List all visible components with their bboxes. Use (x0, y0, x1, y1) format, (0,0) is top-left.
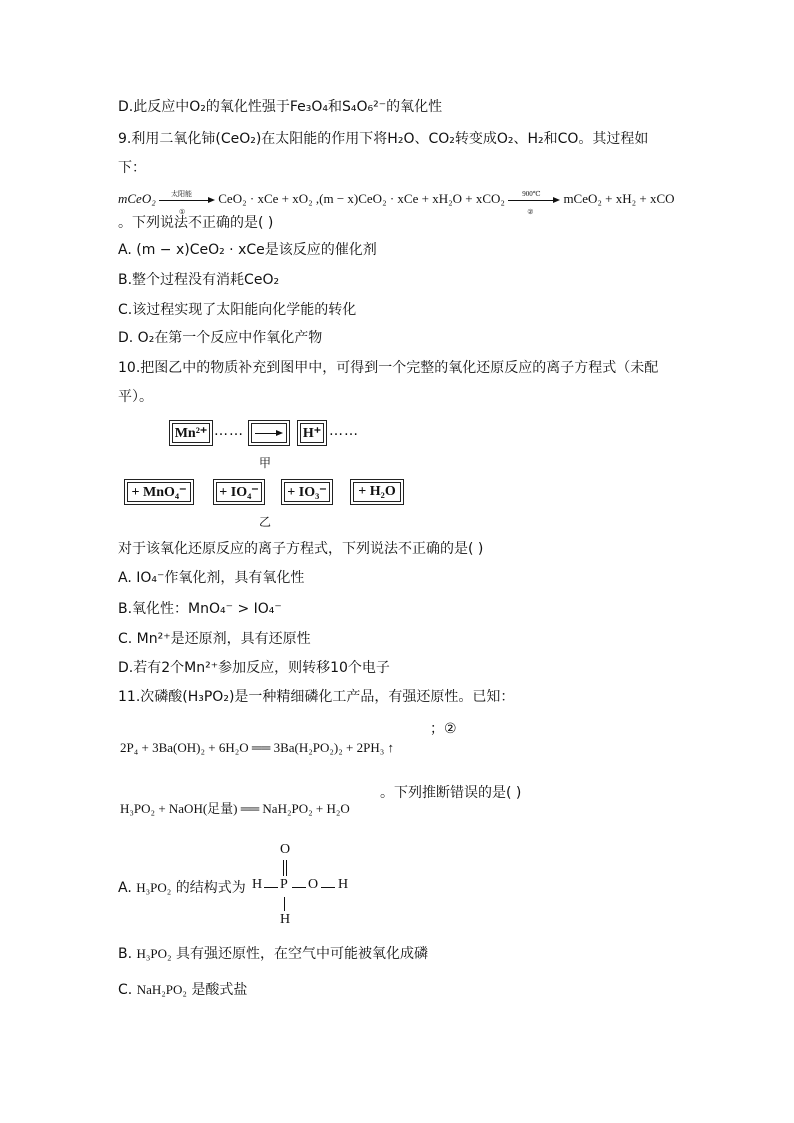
q10-stem-3: 对于该氧化还原反应的离子方程式，下列说法不正确的是( ) (118, 541, 484, 557)
prev-option-d: D.此反应中O₂的氧化性强于Fe₃O₄和S₄O₆²⁻的氧化性 (118, 99, 443, 115)
struct-left-h: H (252, 877, 263, 892)
q9-stem-2: 下： (118, 160, 146, 176)
arrow-box (251, 423, 287, 443)
q9-arrow-2-cond-top: 900℃ (522, 190, 541, 199)
q9-stem-3: 。下列说法不正确的是( ) (118, 215, 274, 231)
label-yi: 乙 (259, 515, 272, 529)
box-h2o: + H₂O (353, 482, 401, 502)
q9-eq1-lhs: mCeO₂ (118, 191, 156, 206)
q10-stem-2: 平）。 (118, 389, 153, 405)
q10-option-d: D.若有2个Mn²⁺参加反应，则转移10个电子 (118, 660, 390, 676)
structural-formula (250, 842, 360, 932)
box-io3: + IO₃⁻ (284, 482, 330, 502)
dots-2: …… (329, 423, 359, 439)
q10-option-a: A. IO₄⁻作氧化剂，具有氧化性 (118, 570, 305, 586)
q9-option-c: C.该过程实现了太阳能向化学能的转化 (118, 302, 357, 318)
struct-top-o: O (280, 842, 291, 857)
q11-option-c (118, 980, 247, 1000)
q11-b-text: 具有强还原性，在空气中可能被氧化成磷 (176, 946, 429, 962)
q11-a-formula: H₃PO₂ (136, 880, 172, 895)
box-mno4: + MnO₄⁻ (127, 482, 191, 502)
struct-bottom-h: H (280, 912, 291, 927)
q9-stem-1: 9.利用二氧化铈(CeO₂)在太阳能的作用下将H₂O、CO₂转变成O₂、H₂和CO。其过程如 (118, 131, 649, 147)
q9-arrow-2-cond-bottom: ② (527, 208, 534, 217)
q10-option-b: B.氧化性：MnO₄⁻ > IO₄⁻ (118, 601, 282, 617)
struct-right-o: O (308, 877, 319, 892)
q11-a-prefix: A. (118, 880, 132, 896)
q11-equation-1: 2P₄ + 3Ba(OH)₂ + 6H₂O ══ 3Ba(H₂PO₂)₂ + 2PH₃ ↑ (120, 740, 394, 755)
q11-option-a (118, 878, 246, 898)
q9-eq1-rhs: CeO₂ · xCe + xO₂ ,(m − x)CeO₂ · xCe + xH₂O + xCO₂ (218, 191, 505, 206)
q10-option-c: C. Mn²⁺是还原剂，具有还原性 (118, 631, 311, 647)
struct-right-h: H (338, 877, 349, 892)
q9-arrow-1 (159, 190, 215, 217)
q11-b-prefix: B. (118, 946, 133, 962)
q9-arrow-1-cond-bottom: ① (179, 208, 186, 217)
struct-p: P (280, 877, 288, 892)
q9-eq2-rhs: mCeO₂ + xH₂ + xCO (563, 191, 675, 206)
q9-option-d: D. O₂在第一个反应中作氧化产物 (118, 330, 323, 346)
q9-option-b: B.整个过程没有消耗CeO₂ (118, 272, 280, 288)
label-jia: 甲 (259, 456, 272, 470)
q9-option-a: A. (m − x)CeO₂ · xCe是该反应的催化剂 (118, 242, 377, 258)
reaction-arrow-icon (255, 429, 283, 437)
q10-stem-1: 10.把图乙中的物质补充到图甲中，可得到一个完整的氧化还原反应的离子方程式（未配 (118, 360, 659, 376)
box-io4: + IO₄⁻ (216, 482, 262, 502)
q11-stem-1: 11.次磷酸(H₃PO₂)是一种精细磷化工产品，有强还原性。已知： (118, 689, 515, 705)
q11-c-formula: NaH₂PO₂ (136, 982, 187, 997)
dots-1: …… (214, 423, 244, 439)
q9-arrow-2 (508, 190, 560, 217)
box-mn2plus: Mn²⁺ (172, 423, 210, 443)
q11-circ2: ；② (430, 721, 457, 737)
q11-b-formula: H₃PO₂ (136, 946, 172, 961)
q11-c-text: 是酸式盐 (191, 982, 248, 998)
box-hplus: H⁺ (300, 423, 324, 443)
q11-stem-2: 。下列推断错误的是( ) (380, 785, 522, 801)
q11-c-prefix: C. (118, 982, 133, 998)
q11-equation-2: H₃PO₂ + NaOH(足量) ══ NaH₂PO₂ + H₂O (120, 801, 350, 816)
q11-a-text: 的结构式为 (175, 880, 246, 896)
q9-arrow-1-cond-top: 太阳能 (171, 190, 192, 199)
q11-option-b (118, 944, 428, 964)
q9-equation (118, 189, 675, 217)
